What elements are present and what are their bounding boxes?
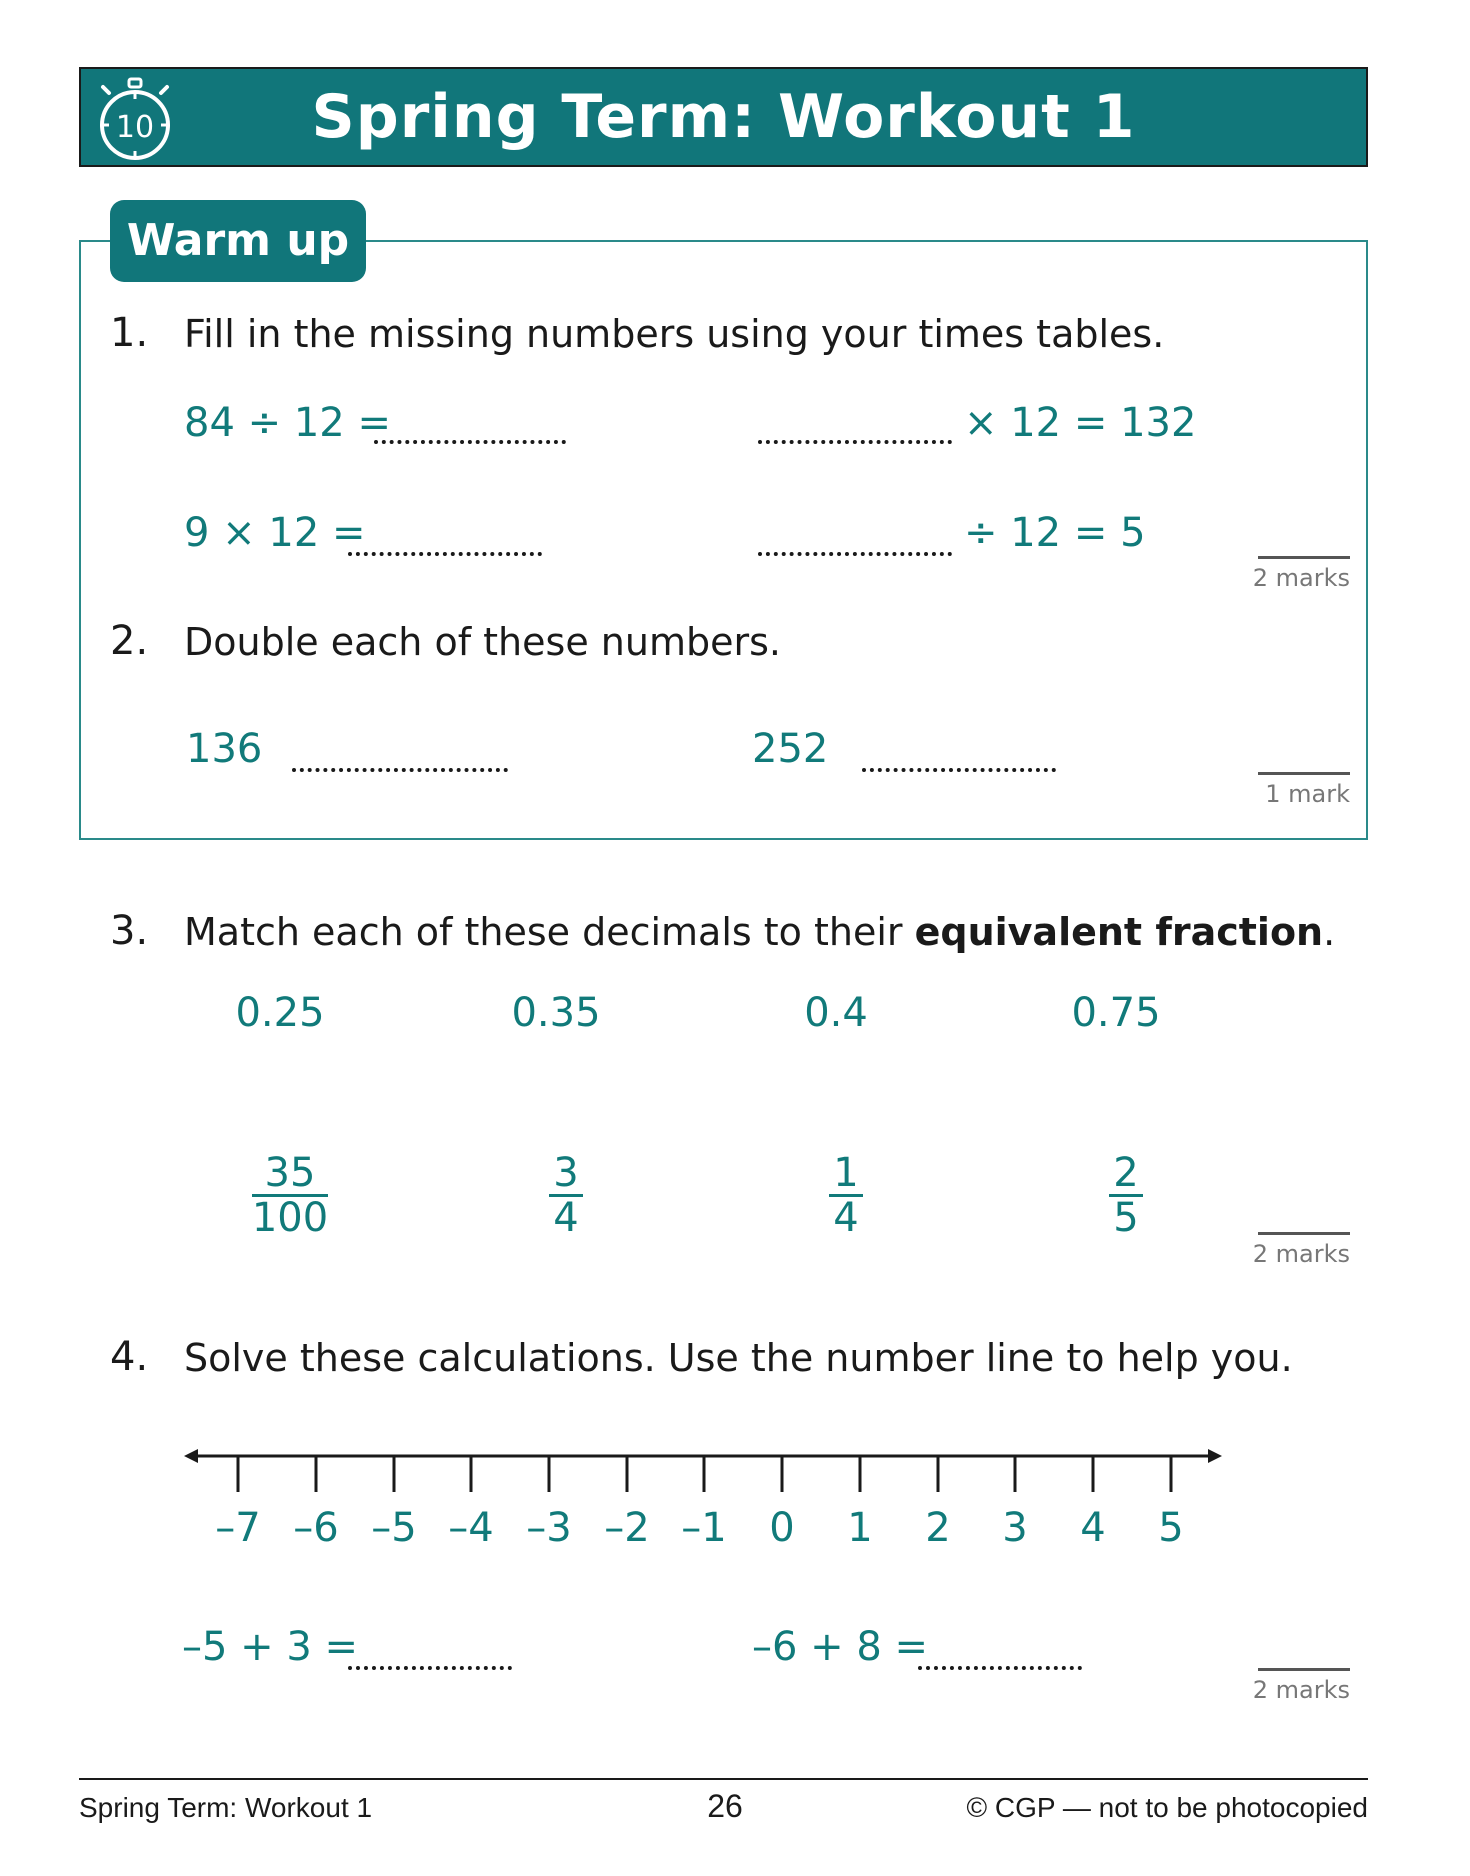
mark-line [1258,772,1350,775]
question-text: Solve these calculations. Use the number line to help you. [184,1336,1293,1380]
fraction-denominator: 5 [1113,1195,1139,1241]
number-line [180,1436,1230,1496]
answer-line[interactable] [348,1666,512,1670]
answer-line[interactable] [862,768,1056,772]
mark-line [1258,1668,1350,1671]
decimal-value: 0.4 [804,990,868,1036]
number-line-label: –3 [526,1505,572,1551]
number-line-label: –6 [293,1505,339,1551]
fraction [826,1152,866,1239]
mark-line [1258,1232,1350,1235]
fraction-denominator: 4 [553,1195,579,1241]
question-number: 1. [110,310,149,356]
fraction-denominator: 100 [251,1195,329,1241]
title-banner [79,67,1368,167]
fraction-numerator: 2 [1113,1150,1139,1196]
question-text: Match each of these decimals to their equivalent fraction. [184,910,1336,954]
answer-line[interactable] [292,768,508,772]
number-line-label: 5 [1158,1505,1184,1551]
number-line-label: 3 [1002,1505,1028,1551]
fraction-numerator: 3 [553,1150,579,1196]
footer-title: Spring Term: Workout 1 [79,1792,373,1823]
footer-rule [79,1778,1368,1780]
number-line-label: 4 [1080,1505,1106,1551]
q2-number: 136 [186,726,263,772]
number-line-label: –2 [604,1505,650,1551]
marks-label: 2 marks [1252,564,1350,592]
answer-line[interactable] [758,552,952,556]
number-line-label: –7 [215,1505,261,1551]
page-number: 26 [707,1788,743,1824]
q1-expression: 9 × 12 = [184,510,366,556]
answer-line[interactable] [918,1666,1082,1670]
marks-label: 1 mark [1265,780,1350,808]
fraction [250,1152,330,1239]
q1-expression: × 12 = 132 [964,400,1197,446]
warmup-tab: Warm up [110,200,366,282]
marks-label: 2 marks [1252,1676,1350,1704]
fraction-denominator: 4 [833,1195,859,1241]
fraction [546,1152,586,1239]
q2-number: 252 [752,726,829,772]
decimal-value: 0.35 [511,990,601,1036]
page-title: Spring Term: Workout 1 [311,82,1136,152]
number-line-label: –5 [371,1505,417,1551]
copyright-notice: © CGP — not to be photocopied [966,1792,1368,1823]
number-line-label: 1 [847,1505,873,1551]
q4-expression: –5 + 3 = [182,1624,359,1670]
question-number: 4. [110,1334,149,1380]
fraction [1106,1152,1146,1239]
fraction-numerator: 1 [833,1150,859,1196]
q4-expression: –6 + 8 = [752,1624,929,1670]
question-text: Double each of these numbers. [184,620,781,664]
answer-line[interactable] [348,552,542,556]
svg-text:10: 10 [115,110,155,145]
q1-expression: 84 ÷ 12 = [184,400,391,446]
decimal-value: 0.25 [235,990,325,1036]
q1-expression: ÷ 12 = 5 [964,510,1146,556]
number-line-label: –4 [448,1505,494,1551]
bold-term: equivalent fraction [914,910,1324,954]
answer-line[interactable] [758,440,952,444]
number-line-label: 2 [925,1505,951,1551]
fraction-numerator: 35 [264,1150,316,1196]
number-line-label: 0 [769,1505,795,1551]
answer-line[interactable] [374,440,566,444]
number-line-label: –1 [681,1505,727,1551]
question-number: 2. [110,618,149,664]
decimal-value: 0.75 [1071,990,1161,1036]
mark-line [1258,556,1350,559]
question-text: Fill in the missing numbers using your times tables. [184,312,1165,356]
question-number: 3. [110,908,149,954]
marks-label: 2 marks [1252,1240,1350,1268]
